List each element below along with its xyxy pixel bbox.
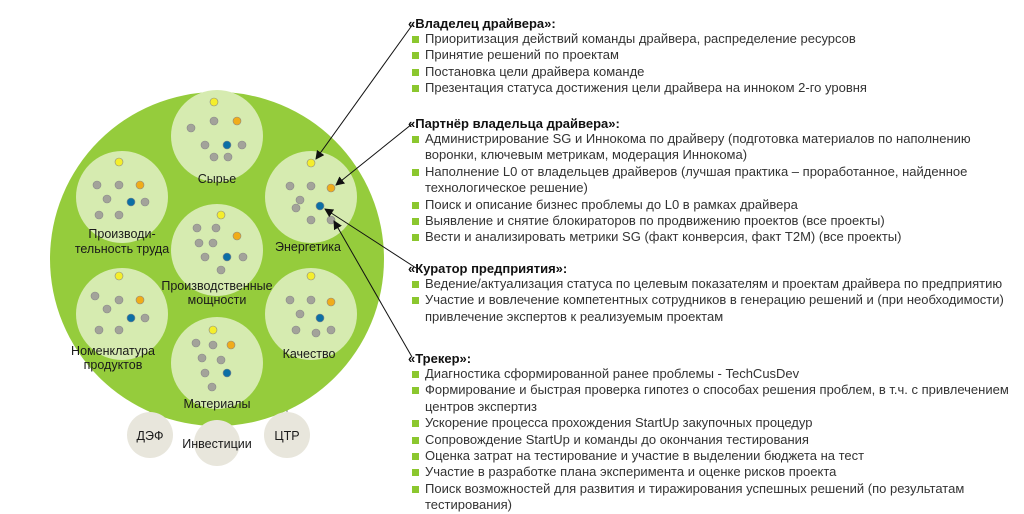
dot-gray [115,326,123,334]
role-owner [408,16,1014,97]
dot-yellow [210,98,218,106]
list-item: Принятие решений по проектам [408,47,1014,63]
dot-blue [127,314,135,322]
ctr-label: ЦТР [274,429,300,443]
dot-yellow [209,326,217,334]
dot-gray [217,266,225,274]
list-item: Поиск возможностей для развития и тиражирования успешных решений (по результатам тестирования) [408,481,1014,514]
dot-orange [233,117,241,125]
list-item: Участие в разработке плана эксперимента и оценке рисков проекта [408,464,1014,480]
dot-gray [210,117,218,125]
list-item: Презентация статуса достижения цели драйвера на инноком 2-го уровня [408,80,1014,96]
labor-label-line1: Производи- [88,227,156,241]
dot-gray [115,296,123,304]
list-item: Наполнение L0 от владельцев драйверов (лучшая практика – проработанное, найденное технологическое решение) [408,164,1014,197]
dot-yellow [115,158,123,166]
dot-gray [201,141,209,149]
nomenclature-label-line2: продуктов [83,358,143,372]
investments-label: Инвестиции [182,437,252,451]
def-label: ДЭФ [136,429,164,443]
nomenclature-label-line1: Номенклатура [71,344,155,358]
dot-gray [193,224,201,232]
dot-gray [286,182,294,190]
dot-gray [141,198,149,206]
quality-label: Качество [282,347,336,361]
list-item: Формирование и быстрая проверка гипотез о способах решения проблем, в т.ч. с привлечением центров экспертиз [408,382,1014,415]
arrow-partner [336,124,412,185]
role-owner-title: «Владелец драйвера»: [408,16,556,31]
role-tracker-list [408,366,1014,514]
dot-gray [312,329,320,337]
list-item: Приоритизация действий команды драйвера, распределение ресурсов [408,31,1014,47]
dot-orange [136,181,144,189]
role-curator-title: «Куратор предприятия»: [408,261,568,276]
dot-gray [187,124,195,132]
list-item: Поиск и описание бизнес проблемы до L0 в рамках драйвера [408,197,1014,213]
role-partner-list [408,131,1014,246]
dot-yellow [307,159,315,167]
dot-gray [91,292,99,300]
list-item: Выявление и снятие блокираторов по продвижению проектов (все проекты) [408,213,1014,229]
dot-blue [316,202,324,210]
dot-orange [327,298,335,306]
dot-gray [210,153,218,161]
dot-gray [238,141,246,149]
list-item: Администрирование SG и Иннокома по драйверу (подготовка материалов по наполнению воронки, ключевым метрикам, модерация Иннокома) [408,131,1014,164]
dot-blue [316,314,324,322]
dot-gray [198,354,206,362]
dot-gray [307,216,315,224]
dot-gray [208,383,216,391]
dot-yellow [115,272,123,280]
dot-orange [233,232,241,240]
list-item: Оценка затрат на тестирование и участие в выделении бюджета на тест [408,448,1014,464]
dot-gray [307,296,315,304]
dot-gray [209,239,217,247]
dot-gray [224,153,232,161]
list-item: Вести и анализировать метрики SG (факт конверсия, факт T2M) (все проекты) [408,229,1014,245]
list-item: Диагностика сформированной ранее проблемы - TechCusDev [408,366,1014,382]
list-item: Ускорение процесса прохождения StartUp закупочных процедур [408,415,1014,431]
dot-orange [327,184,335,192]
dot-gray [95,211,103,219]
dot-blue [223,369,231,377]
materials-label: Материалы [183,397,251,411]
dot-gray [103,305,111,313]
role-owner-list [408,31,1014,97]
dot-blue [127,198,135,206]
role-curator [408,261,1014,325]
labor-label-line2: тельность труда [74,242,170,256]
dot-gray [192,339,200,347]
dot-blue [223,253,231,261]
dot-gray [93,181,101,189]
dot-gray [201,253,209,261]
dot-gray [292,204,300,212]
role-partner [408,116,1014,246]
role-partner-title: «Партнёр владельца драйвера»: [408,116,620,131]
role-tracker-title: «Трекер»: [408,351,472,366]
ctr-circle [264,412,310,458]
dot-gray [141,314,149,322]
dot-orange [227,341,235,349]
raw-label: Сырье [197,172,237,186]
dot-gray [296,196,304,204]
def-circle [127,412,173,458]
dot-gray [307,182,315,190]
investments-circle [182,420,251,466]
energy-label: Энергетика [274,240,342,254]
list-item: Сопровождение StartUp и команды до окончания тестирования [408,432,1014,448]
capacity-label-line2: мощности [187,293,247,307]
dot-gray [195,239,203,247]
list-item: Постановка цели драйвера команде [408,64,1014,80]
list-item: Участие и вовлечение компетентных сотрудников в генерацию решений и (при необходимости) привлечение экспертов к реализуемым проектам [408,292,1014,325]
dot-gray [292,326,300,334]
role-curator-list [408,276,1014,325]
dot-yellow [307,272,315,280]
dot-gray [239,253,247,261]
dot-gray [95,326,103,334]
dot-gray [115,211,123,219]
dot-blue [223,141,231,149]
dot-gray [115,181,123,189]
dot-gray [327,216,335,224]
dot-gray [103,195,111,203]
dot-gray [201,369,209,377]
dot-gray [209,341,217,349]
dot-orange [136,296,144,304]
capacity-label-line1: Производственные [161,279,273,293]
arrow-owner [316,24,413,159]
role-tracker [408,351,1014,514]
dot-gray [327,326,335,334]
dot-gray [286,296,294,304]
dot-gray [212,224,220,232]
dot-yellow [217,211,225,219]
dot-gray [296,310,304,318]
list-item: Ведение/актуализация статуса по целевым показателям и проектам драйвера по предприятию [408,276,1014,292]
dot-gray [217,356,225,364]
